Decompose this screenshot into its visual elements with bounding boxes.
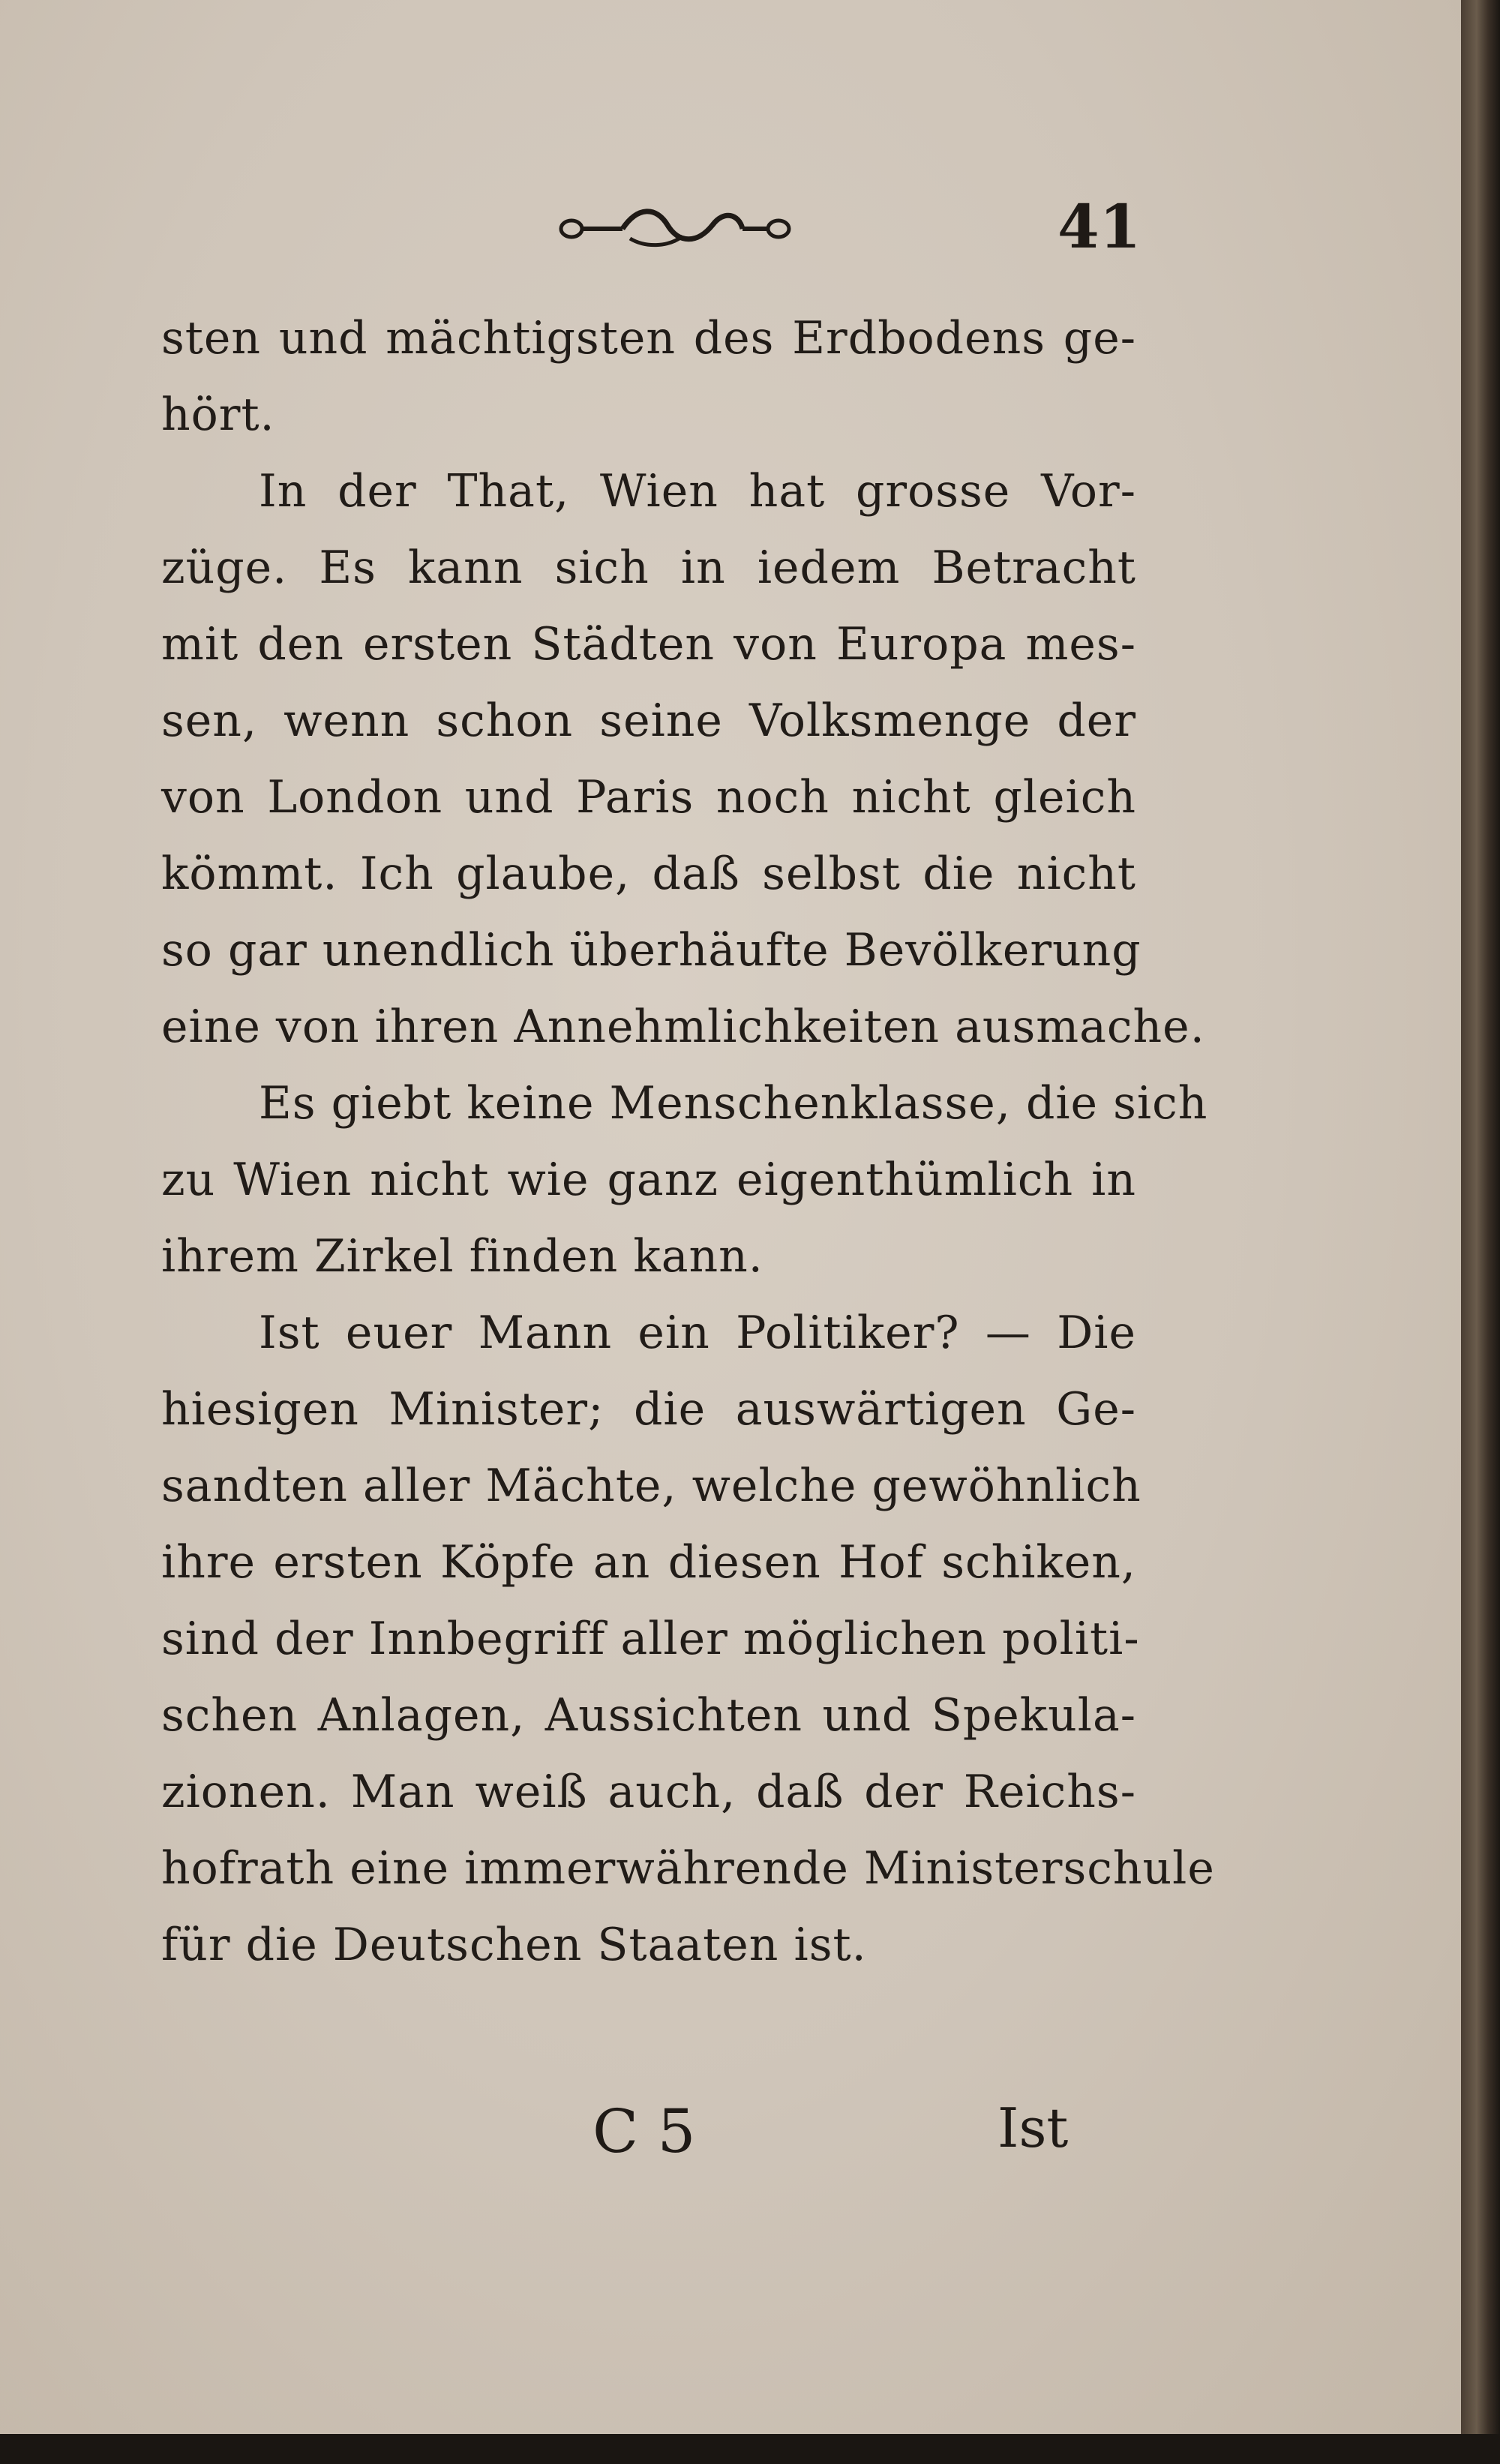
- text-line: ihre ersten Köpfe an diesen Hof schiken,: [161, 1536, 1136, 1589]
- text-line: von London und Paris noch nicht gleich: [161, 771, 1136, 824]
- signature-mark: C 5: [592, 2096, 696, 2166]
- text-line: mit den ersten Städten von Europa mes-: [161, 618, 1136, 671]
- page-number: 41: [1058, 191, 1142, 262]
- text-line: hofrath eine immerwährende Ministerschule: [161, 1842, 1215, 1895]
- text-line: für die Deutschen Staaten ist.: [161, 1919, 867, 1971]
- text-line: sten und mächtigsten des Erdbodens ge-: [161, 312, 1136, 365]
- body-text: [161, 300, 1215, 1983]
- ornament-icon: [555, 203, 795, 255]
- text-line: Ist euer Mann ein Politiker? — Die: [259, 1307, 1136, 1359]
- text-line: hiesigen Minister; die auswärtigen Ge-: [161, 1383, 1136, 1436]
- text-line: kömmt. Ich glaube, daß selbst die nicht: [161, 848, 1136, 900]
- catchword: Ist: [998, 2096, 1069, 2159]
- text-line: sind der Innbegriff aller möglichen politi-: [161, 1613, 1140, 1665]
- text-line: schen Anlagen, Aussichten und Spekula-: [161, 1689, 1136, 1742]
- page-edge: [1461, 0, 1500, 2464]
- text-line: Es giebt keine Menschenklasse, die sich: [259, 1077, 1208, 1130]
- text-line: In der That, Wien hat grosse Vor-: [259, 465, 1136, 518]
- text-line: eine von ihren Annehmlichkeiten ausmache.: [161, 1001, 1205, 1053]
- text-line: sandten aller Mächte, welche gewöhnlich: [161, 1460, 1142, 1512]
- text-line: zu Wien nicht wie ganz eigenthümlich in: [161, 1154, 1136, 1206]
- text-line: züge. Es kann sich in iedem Betracht: [161, 542, 1136, 594]
- text-line: hört.: [161, 389, 275, 441]
- text-line: zionen. Man weiß auch, daß der Reichs-: [161, 1766, 1136, 1818]
- text-line: sen, wenn schon seine Volksmenge der: [161, 695, 1136, 747]
- text-line: ihrem Zirkel finden kann.: [161, 1230, 764, 1283]
- bottom-edge: [0, 2434, 1500, 2464]
- text-line: so gar unendlich überhäufte Bevölkerung: [161, 924, 1142, 977]
